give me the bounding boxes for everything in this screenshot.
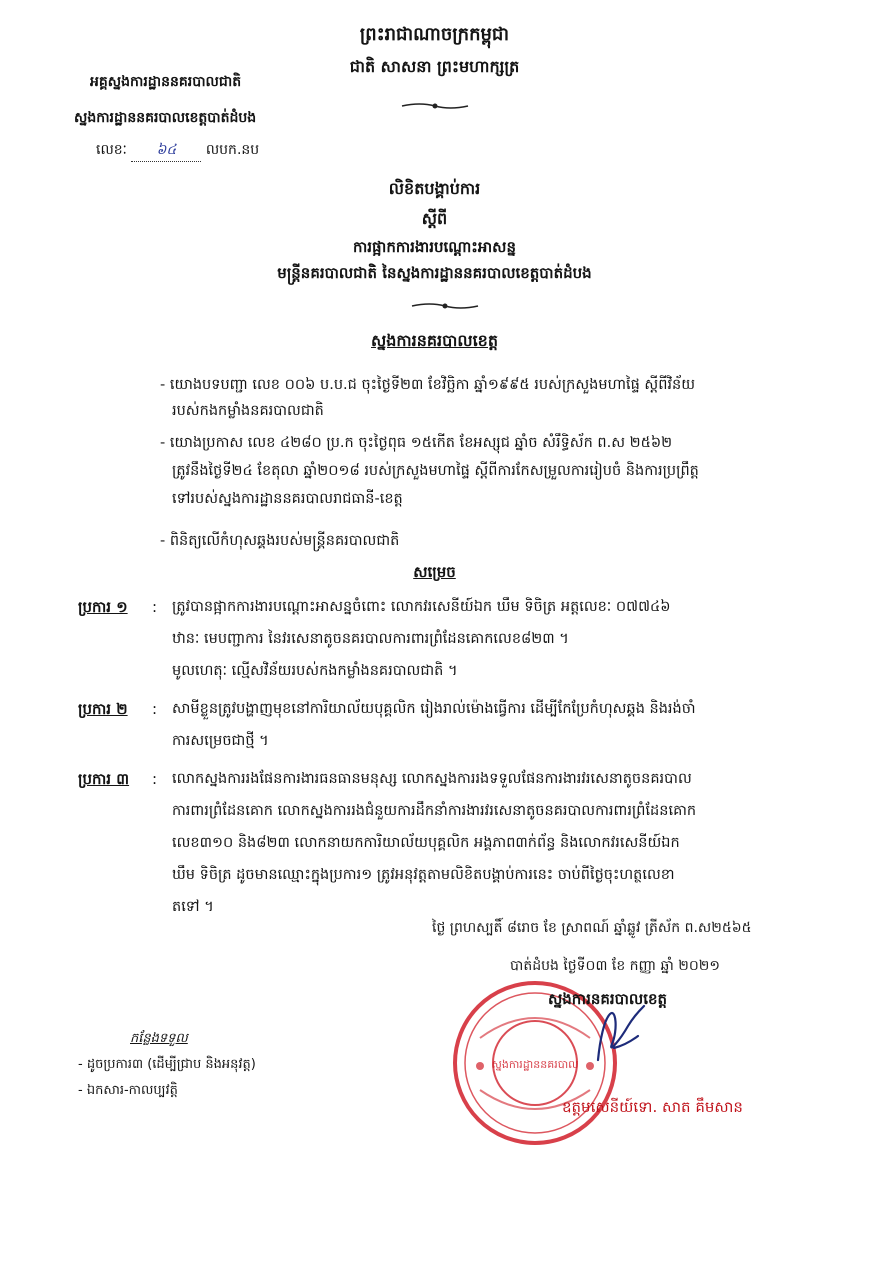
document-about: ស្តីពី — [421, 209, 448, 228]
subject-line-1: ការផ្អាកការងារបណ្តោះអាសន្ន — [353, 238, 516, 256]
reference-2-line-1: - យោងប្រកាស លេខ ៤២៨០ ប្រ.ក ចុះថ្ងៃពុធ ១៥កើត ខែអស្សុជ ឆ្នាំច សំរឹទ្ធិស័ក ព.ស ២៥៦២ — [160, 435, 673, 451]
article-3-line-5: តទៅ ។ — [172, 899, 214, 915]
kingdom-title: ព្រះរាជាណាចក្រកម្ពុជា — [359, 24, 510, 45]
date-lunar: ថ្ងៃ ព្រហស្បតិ៍ ៨រោច ខែ ស្រាពណ៍ ឆ្នាំឆ្លូវ ត្រីស័ក ព.ស២៥៦៥ — [432, 920, 752, 936]
article-3-line-3: លេខ៣១០ និង៨២៣ លោកនាយកការិយាល័យបុគ្គលិក អង្គភាព៣ក់ព័ន្ធ និងលោកវរសេនីយ៍ឯក — [172, 835, 680, 851]
cc-item: - ឯកសារ-កាលប្បវត្តិ — [78, 1083, 178, 1098]
signer-name: ឧត្តមសេនីយ៍ទោ. សាត គឹមសាន — [562, 1098, 743, 1116]
article-3-line-4: ឃឹម ទិចិត្រ ដូចមានឈ្មោះក្នុងប្រការ១ ត្រូវអនុវត្តតាមលិខិតបង្គាប់ការនេះ ចាប់ពីថ្ងៃចុះហត្ថលេខា — [172, 867, 675, 883]
subject-line-2: មន្ត្រីនគរបាលជាតិ នៃស្នងការដ្ឋាននគរបាលខេត្តបាត់ដំបង — [277, 264, 592, 282]
article-1-line-3: មូលហេតុៈ ល្មើសវិន័យរបស់កងកម្លាំងនគរបាលជាតិ ។ — [172, 663, 458, 679]
article-3-line-1: លោកស្នងការរងផែនការងារធនធានមនុស្ស លោកស្នងការរងទទួលផែនការងារវរសេនាតូចនគរបាល — [172, 771, 692, 787]
national-motto: ជាតិ សាសនា ព្រះមហាក្សត្រ — [349, 57, 520, 76]
date-solar: បាត់ដំបង ថ្ងៃទី០៣ ខែ កញ្ញា ឆ្នាំ ២០២១ — [510, 958, 720, 974]
reference-1-line-1: - យោងបទបញ្ជា លេខ ០០៦ ប.ប.ជ ចុះថ្ងៃទី២៣ ខែវិច្ឆិកា ឆ្នាំ១៩៩៥ របស់ក្រសួងមហាផ្ទៃ ស្តីពីវិន័យ — [160, 377, 696, 393]
article-3-label: ប្រការ ៣ — [78, 770, 130, 788]
ornament-divider — [400, 100, 470, 112]
issuing-authority: ស្នងការនគរបាលខេត្ត — [371, 331, 498, 350]
article-colon: : — [152, 598, 158, 616]
article-2-line-2: ការសម្រេចជាថ្មី ។ — [172, 733, 269, 749]
agency-line-1: អគ្គស្នងការដ្ឋាននគរបាលជាតិ — [90, 74, 242, 90]
article-1-label: ប្រការ ១ — [78, 598, 128, 616]
signer-title: ស្នងការនគរបាលខេត្ត — [548, 990, 668, 1008]
article-3-line-2: ការពារព្រំដែនគោក លោកស្នងការរងជំនួយការដឹកនាំការងារវរសេនាតូចនគរបាលការពារព្រំដែនគោក — [172, 803, 697, 819]
article-1-line-1: ត្រូវបានផ្អាកការងារបណ្តោះអាសន្នចំពោះ លោកវរសេនីយ៍ឯក ឃឹម ទិចិត្រ អត្តលេខៈ ០៧៧៤៦ — [172, 599, 671, 615]
ref-number-handwritten: ៦៤ — [131, 140, 201, 162]
ornament-divider — [410, 300, 480, 312]
document-type: លិខិតបង្គាប់ការ — [388, 179, 481, 198]
article-1-line-2: ឋានៈ មេបញ្ជាការ នៃវរសេនាតូចនគរបាលការពារព្រំដែនគោកលេខ៨២៣ ។ — [172, 631, 569, 647]
agency-line-2: ស្នងការដ្ឋាននគរបាលខេត្តបាត់ដំបង — [74, 110, 257, 126]
ref-prefix: លេខៈ — [96, 142, 127, 158]
reference-3-line-1: - ពិនិត្យលើកំហុសឆ្គងរបស់មន្ត្រីនគរបាលជាតិ — [160, 533, 400, 549]
article-colon: : — [152, 770, 158, 788]
reference-number — [96, 140, 259, 162]
reference-1-line-2: របស់កងកម្លាំងនគរបាលជាតិ — [172, 403, 324, 419]
article-2-label: ប្រការ ២ — [78, 700, 128, 718]
reference-2-line-3: ទៅរបស់ស្នងការដ្ឋាននគរបាលរាជធានី-ខេត្ត — [172, 491, 403, 507]
stamp-text: ស្នងការដ្ឋាននគរបាល — [491, 1058, 579, 1071]
cc-item: - ដូចប្រការ៣ (ដើម្បីជ្រាប និងអនុវត្ត) — [78, 1057, 256, 1072]
article-colon: : — [152, 700, 158, 718]
article-2-line-1: សាមីខ្លួនត្រូវបង្ហាញមុខនៅការិយាល័យបុគ្គលិក រៀងរាល់ម៉ោងធ្វើការ ដើម្បីកែប្រែកំហុសឆ្គង និងរង់ចាំ — [172, 701, 696, 717]
decision-heading: សម្រេច — [413, 563, 456, 581]
ref-suffix: លបក.នប — [205, 142, 260, 158]
cc-title: កន្លែងទទួល — [130, 1031, 188, 1046]
reference-2-line-2: ត្រូវនឹងថ្ងៃទី២៤ ខែតុលា ឆ្នាំ២០១៨ របស់ក្រសួងមហាផ្ទៃ ស្តីពីការកែសម្រួលការរៀបចំ និងការប្រព្រឹត្ត — [172, 463, 699, 479]
